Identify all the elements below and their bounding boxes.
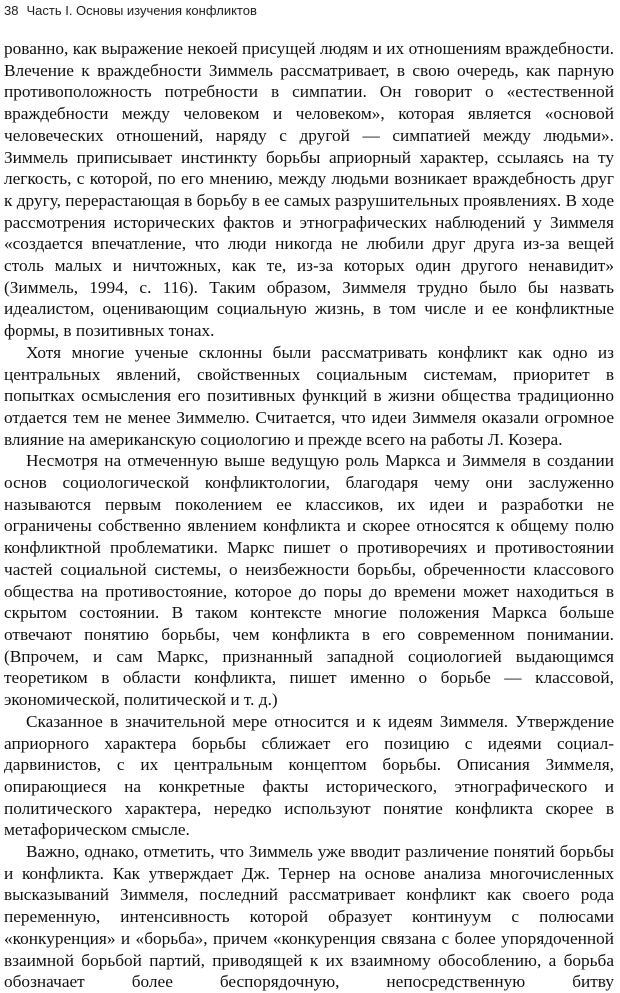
paragraph-simmel-priority: Хотя многие ученые склонны были рассматривать конфликт как одно из центральных явлений, свойственных социальным системам, приоритет в попытках осмысления его позитивных функций в жизни общества традиционно отдается тем не менее Зиммелю. Считается, что идеи Зиммеля оказали огромное влияние на американскую социологию и прежде всего на работы Л. Козера. bbox=[4, 342, 614, 449]
section-title: Часть I. Основы изучения конфликтов bbox=[26, 3, 257, 18]
page-number: 38 bbox=[4, 3, 19, 18]
paragraph-marx-simmel-classics: Несмотря на отмеченную выше ведущую роль Маркса и Зиммеля в создании основ социологической конфликтологии, благодаря чему они заслуженно называются первым поколением ее классиков, их идеи и разработки не ограничены собственно явлением конфликта и скорее относятся к общему полю конфликтной проблематики. Маркс пишет о противоречиях и противостоянии частей социальной системы, о неизбежности борьбы, обреченности классового общества на противостояние, которое до поры до времени может находиться в скрытом состоянии. В таком контексте многие положения Маркса больше отвечают понятию борьбы, чем конфликта в его современном понимании. (Впрочем, и сам Маркс, признанный западной социологией выдающимся теоретиком в области конфликта, пишет именно о борьбе — классовой, экономической, политической и т. д.) bbox=[4, 451, 614, 710]
paragraph-struggle-vs-conflict: Важно, однако, отметить, что Зиммель уже вводит различение понятий борьбы и конфликта. Как утверждает Дж. Тернер на основе анализа многочисленных высказываний Зиммеля, последний рассматривает конфликт как своего рода переменную, интенсивность которой образует континуум с полюсами «конкуренция» и «борьба», причем «конкуренция связана с более упорядоченной взаимной борьбой партий, приводящей к их взаимному обособлению, а борьба обозначает более беспорядочную, непосредственную битву bbox=[4, 842, 614, 992]
running-head bbox=[4, 2, 614, 20]
paragraph-continuation: рованно, как выражение некоей присущей людям и их отношениям враждебности. Влечение к враждебности Зиммель рассматривает, в свою очередь, как парную противоположность потребности в симпатии. Он говорит о «естественной враждебности между человеком и человеком», которая является «основой человеческих отношений, наряду с другой — симпатией между людьми». Зиммель приписывает инстинкту борьбы априорный характер, ссылаясь на ту легкость, с которой, по его мнению, между людьми возникает враждебность друг к другу, перерастающая в борьбу в ее самых разрушительных проявлениях. В ходе рассмотрения исторических фактов и этнографических наблюдений у Зиммеля «создается впечатление, что люди никогда не любили друг друга из-за вещей столь малых и ничтожных, как те, из-за которых один другого ненавидит» (Зиммель, 1994, с. 116). Таким образом, Зиммеля трудно было бы назвать идеалистом, оценивающим социальную жизнь, в том числе и ее конфликтные формы, в позитивных тонах. bbox=[4, 39, 614, 341]
paragraph-social-darwinism: Сказанное в значительной мере относится и к идеям Зиммеля. Утверждение априорного характера борьбы сближает его позицию с идеями социал-дарвинистов, с их центральным концептом борьбы. Описания Зиммеля, опирающиеся на конкретные факты исторического, этнографического и политического характера, нередко используют понятие конфликта скорее в метафорическом смысле. bbox=[4, 711, 614, 840]
body-text bbox=[4, 38, 614, 993]
